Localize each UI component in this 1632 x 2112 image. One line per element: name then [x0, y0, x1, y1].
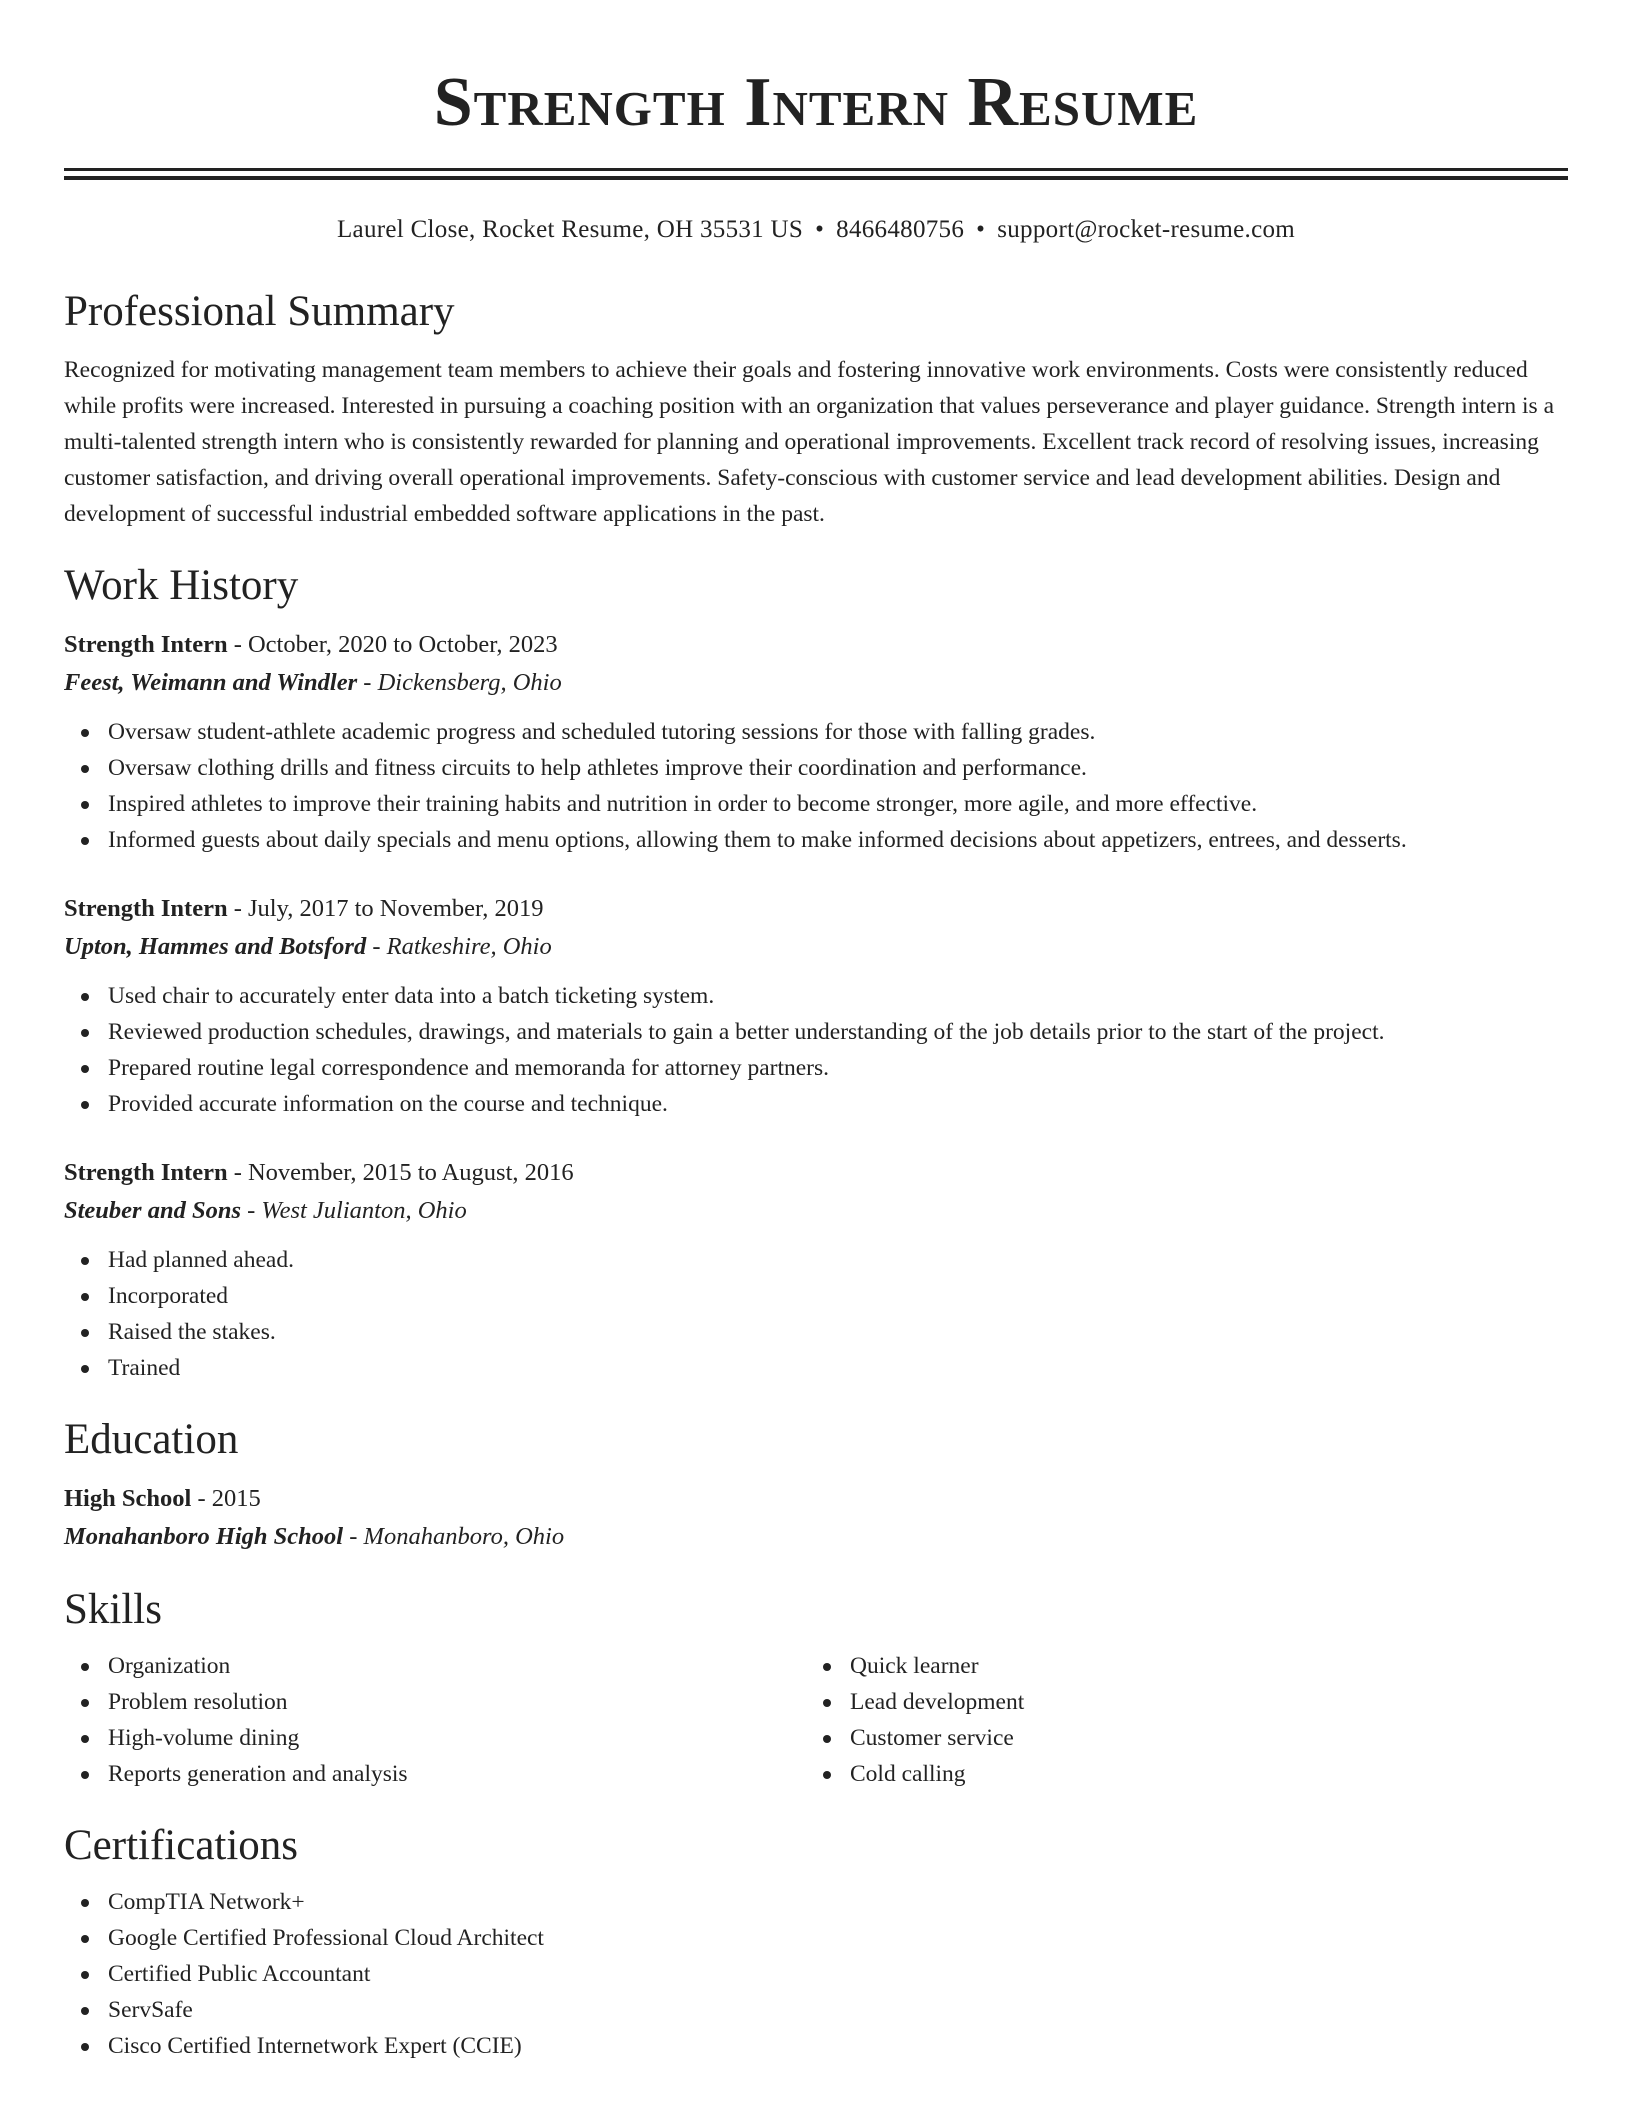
- graduation-year: - 2015: [191, 1485, 261, 1512]
- list-item: Provided accurate information on the course and technique.: [64, 1086, 1568, 1122]
- list-item: Quick learner: [806, 1648, 1548, 1684]
- section-heading-work-history: Work History: [64, 562, 299, 609]
- degree-line: [64, 1480, 1568, 1518]
- job-dates: - November, 2015 to August, 2016: [227, 1159, 574, 1186]
- employer-location: - Dickensberg, Ohio: [357, 669, 562, 696]
- list-item: Reviewed production schedules, drawings, and materials to gain a better understanding of the job details prior to the start of the project.: [64, 1014, 1568, 1050]
- contact-email: support@rocket-resume.com: [997, 216, 1296, 243]
- list-item: Incorporated: [64, 1278, 1568, 1314]
- job-title-line: [64, 1154, 1568, 1192]
- list-item: Trained: [64, 1350, 1568, 1386]
- list-item: Problem resolution: [64, 1684, 806, 1720]
- contact-separator: •: [815, 216, 825, 243]
- certifications-list: [64, 1884, 1568, 2064]
- job-duties-list: [64, 714, 1568, 858]
- list-item: Google Certified Professional Cloud Architect: [64, 1920, 1568, 1956]
- job-title: Strength Intern: [64, 631, 228, 658]
- list-item: Had planned ahead.: [64, 1242, 1568, 1278]
- list-item: Oversaw student-athlete academic progress and scheduled tutoring sessions for those with falling grades.: [64, 714, 1568, 750]
- list-item: Used chair to accurately enter data into a batch ticketing system.: [64, 978, 1568, 1014]
- list-item: Organization: [64, 1648, 806, 1684]
- list-item: Reports generation and analysis: [64, 1756, 806, 1792]
- employer-location: - Ratkeshire, Ohio: [366, 933, 552, 960]
- job-dates: - October, 2020 to October, 2023: [227, 631, 558, 658]
- job-title-line: [64, 890, 1568, 928]
- degree: High School: [64, 1485, 192, 1512]
- list-item: High-volume dining: [64, 1720, 806, 1756]
- job-entry: [64, 626, 1568, 858]
- job-entry: [64, 1154, 1568, 1386]
- list-item: CompTIA Network+: [64, 1884, 1568, 1920]
- job-entry: [64, 890, 1568, 1122]
- list-item: ServSafe: [64, 1992, 1568, 2028]
- school-name: Monahanboro High School: [64, 1523, 344, 1550]
- list-item: Oversaw clothing drills and fitness circuits to help athletes improve their coordination and performance.: [64, 750, 1568, 786]
- skills-list-left: [64, 1648, 806, 1792]
- employer-name: Feest, Weimann and Windler: [64, 669, 358, 696]
- school-line: [64, 1518, 1568, 1556]
- section-heading-skills: Skills: [64, 1586, 162, 1633]
- job-title: Strength Intern: [64, 1159, 228, 1186]
- contact-separator: •: [976, 216, 986, 243]
- list-item: Prepared routine legal correspondence and memoranda for attorney partners.: [64, 1050, 1568, 1086]
- job-title: Strength Intern: [64, 895, 228, 922]
- contact-phone: 8466480756: [836, 216, 965, 243]
- list-item: Customer service: [806, 1720, 1548, 1756]
- employer-name: Steuber and Sons: [64, 1197, 242, 1224]
- list-item: Inspired athletes to improve their training habits and nutrition in order to become stronger, more agile, and more effective.: [64, 786, 1568, 822]
- job-duties-list: [64, 1242, 1568, 1386]
- list-item: Certified Public Accountant: [64, 1956, 1568, 1992]
- school-location: - Monahanboro, Ohio: [343, 1523, 565, 1550]
- resume-page: [64, 0, 1568, 2064]
- employer-line: [64, 1192, 1568, 1230]
- job-title-line: [64, 626, 1568, 664]
- contact-line: [64, 214, 1568, 246]
- resume-title: Strength Intern Resume: [433, 64, 1199, 141]
- list-item: Informed guests about daily specials and menu options, allowing them to make informed decisions about appetizers, entrees, and desserts.: [64, 822, 1568, 858]
- job-duties-list: [64, 978, 1568, 1122]
- employer-location: - West Julianton, Ohio: [241, 1197, 467, 1224]
- job-dates: - July, 2017 to November, 2019: [227, 895, 544, 922]
- employer-name: Upton, Hammes and Botsford: [64, 933, 367, 960]
- section-heading-education: Education: [64, 1416, 239, 1463]
- list-item: Lead development: [806, 1684, 1548, 1720]
- employer-line: [64, 928, 1568, 966]
- title-double-rule: [64, 168, 1568, 180]
- list-item: Raised the stakes.: [64, 1314, 1568, 1350]
- education-entry: [64, 1480, 1568, 1556]
- skills-list-right: [806, 1648, 1548, 1792]
- contact-address: Laurel Close, Rocket Resume, OH 35531 US: [336, 216, 804, 243]
- list-item: Cold calling: [806, 1756, 1548, 1792]
- section-heading-summary: Professional Summary: [64, 288, 455, 335]
- summary-text: Recognized for motivating management team members to achieve their goals and fostering innovative work environments. Costs were consistently reduced while profits were increased. Interested in pursuing a coaching position with an organization that values perseverance and player guidance. Strength intern is a multi-talented strength intern who is consistently rewarded for planning and operational improvements. Excellent track record of resolving issues, increasing customer satisfaction, and driving overall operational improvements. Safety-conscious with customer service and lead development abilities. Design and development of successful industrial embedded software applications in the past.: [64, 357, 1555, 527]
- section-heading-certifications: Certifications: [64, 1822, 299, 1869]
- employer-line: [64, 664, 1568, 702]
- skills-grid: [64, 1648, 1568, 1792]
- list-item: Cisco Certified Internetwork Expert (CCIE): [64, 2028, 1568, 2064]
